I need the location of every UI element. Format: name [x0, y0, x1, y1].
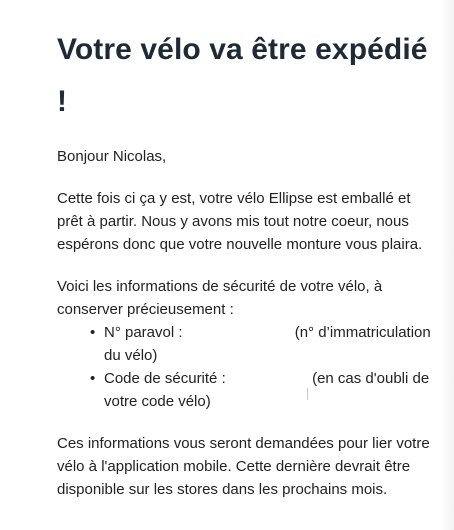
greeting-text: Bonjour Nicolas, — [57, 148, 167, 165]
list-item-paravol — [90, 321, 439, 367]
paravol-note: (n° d’immatriculation du vélo) — [104, 324, 431, 364]
email-title: Votre vélo va être expédié ! — [57, 33, 428, 118]
list-item-security-code — [90, 367, 439, 413]
paravol-label: N° paravol : — [104, 324, 187, 341]
intro-paragraph: Cette fois ci ça y est, votre vélo Ellipse est emballé et prêt à partir. Nous y avons mis tout notre coeur, nous espérons donc que votre nouvelle monture vous plaira. — [57, 190, 423, 253]
bullet-icon: • — [90, 370, 96, 387]
bullet-icon: • — [90, 324, 96, 341]
security-code-note: (en cas d'oubli de votre code vélo) — [104, 370, 430, 410]
security-code-label: Code de sécurité : — [104, 370, 230, 387]
security-info-list — [57, 321, 439, 413]
security-intro-paragraph: Voici les informations de sécurité de votre vélo, à conserver précieusement : — [57, 278, 383, 318]
closing-paragraph: Ces informations vous seront demandées pour lier votre vélo à l'application mobile. Cette dernière devrait être disponible sur les stores dans les prochains mois. — [57, 435, 430, 498]
scroll-edge-shade — [440, 0, 454, 530]
email-body — [57, 24, 439, 501]
